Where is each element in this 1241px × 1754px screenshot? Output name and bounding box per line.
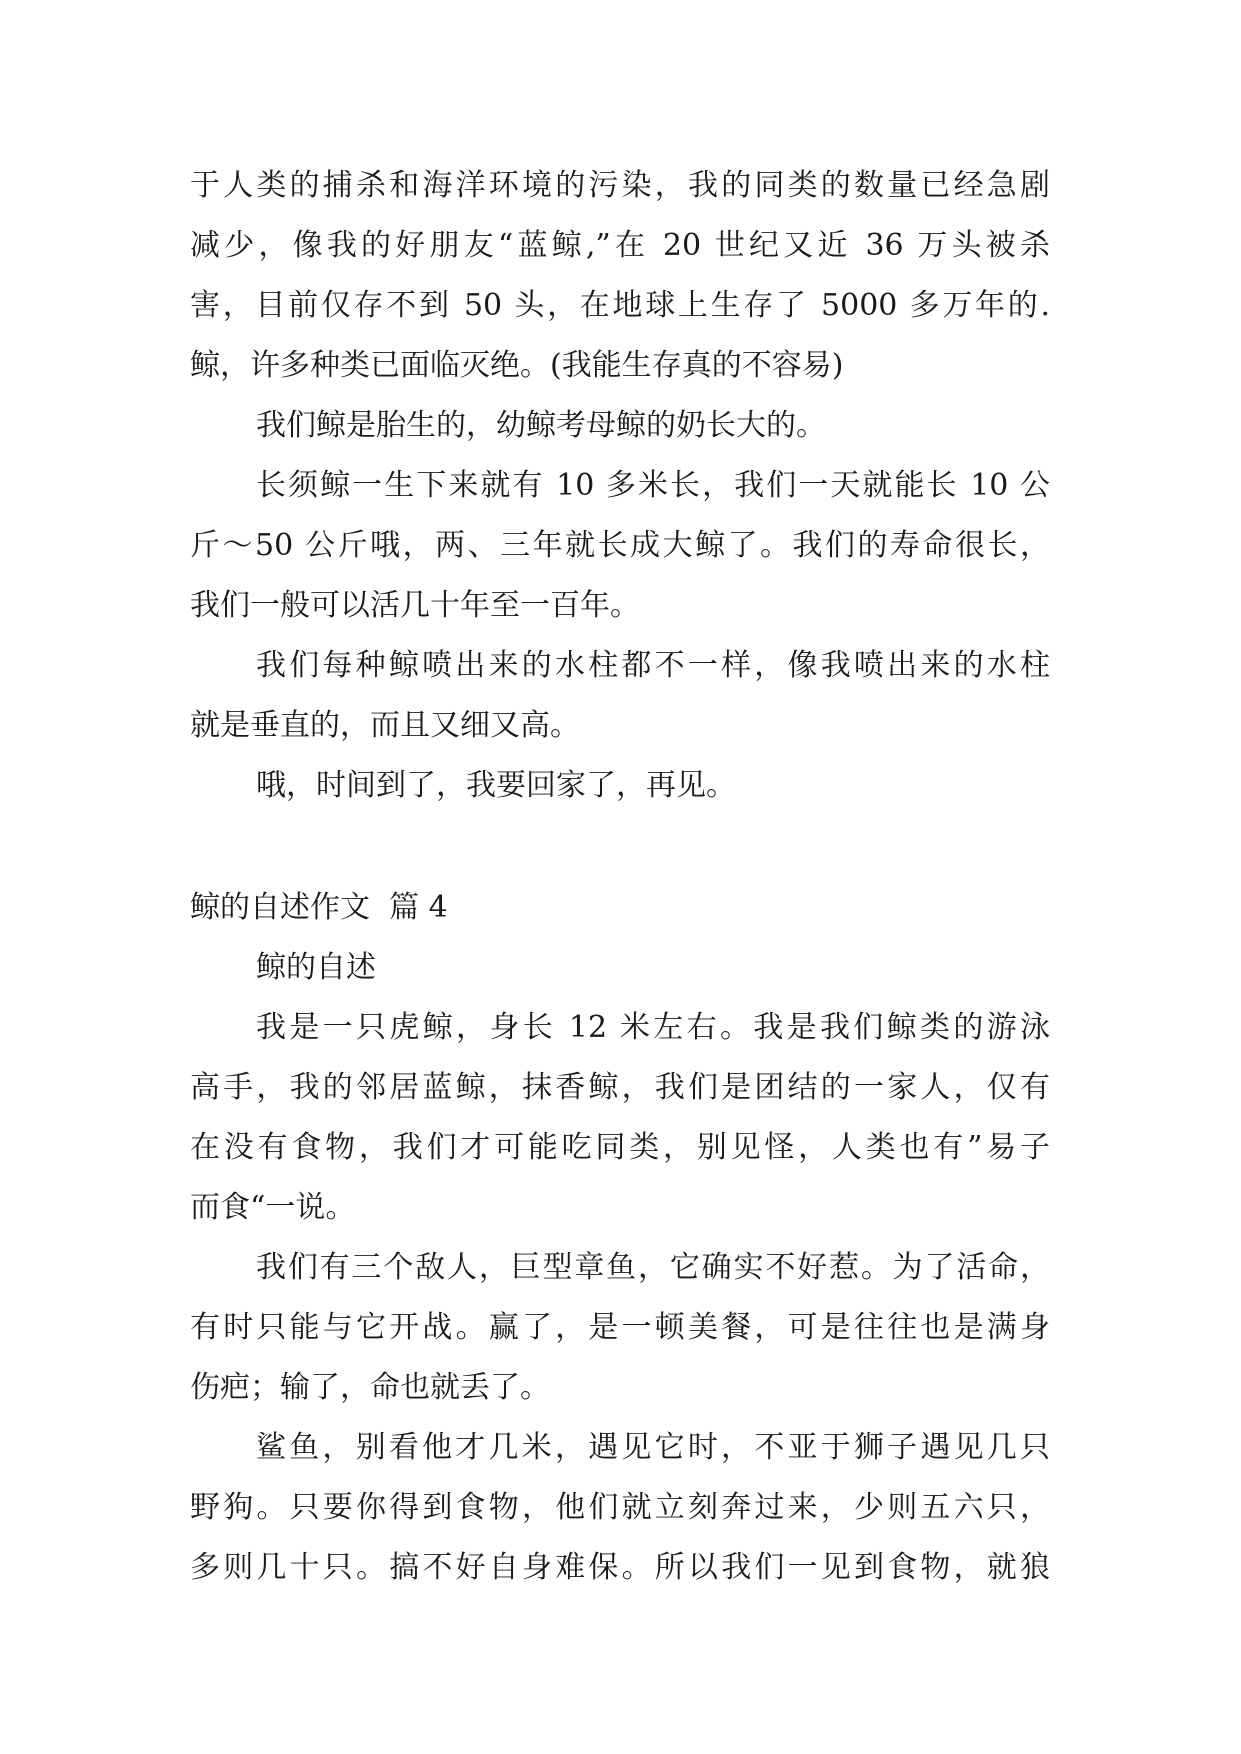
text-line: 鲸，许多种类已面临灭绝。(我能生存真的不容易) <box>190 348 844 383</box>
text-line: 就是垂直的，而且又细又高。 <box>190 708 580 743</box>
text-line: 而食“一说。 <box>190 1190 356 1225</box>
text-line: 鲸的自述 <box>256 950 376 985</box>
text-line: 我是一只虎鲸，身长 12 米左右。我是我们鲸类的游泳 <box>256 1010 1050 1045</box>
section-spacer <box>190 816 1050 878</box>
text-line: 于人类的捕杀和海洋环境的污染，我的同类的数量已经急剧 <box>190 168 1050 203</box>
text-line: 高手，我的邻居蓝鲸，抹香鲸，我们是团结的一家人，仅有 <box>190 1070 1050 1105</box>
paragraph <box>190 756 1050 816</box>
paragraph <box>190 456 1050 636</box>
paragraph <box>190 156 1050 396</box>
text-line: 斤～50 公斤哦，两、三年就长成大鲸了。我们的寿命很长， <box>190 528 1050 563</box>
section-heading: 鲸的自述作文 篇 4 <box>190 890 448 925</box>
text-line: 鲨鱼，别看他才几米，遇见它时，不亚于狮子遇见几只 <box>256 1430 1050 1465</box>
text-line: 我们鲸是胎生的，幼鲸考母鲸的奶长大的。 <box>256 408 826 443</box>
paragraph <box>190 1418 1050 1598</box>
paragraph <box>190 1238 1050 1418</box>
text-line: 有时只能与它开战。赢了，是一顿美餐，可是往往也是满身 <box>190 1310 1050 1345</box>
text-line: 在没有食物，我们才可能吃同类，别见怪，人类也有”易子 <box>190 1130 1050 1165</box>
text-line: 哦，时间到了，我要回家了，再见。 <box>256 768 736 803</box>
paragraph <box>190 636 1050 756</box>
paragraph <box>190 396 1050 456</box>
text-line: 我们有三个敌人，巨型章鱼，它确实不好惹。为了活命， <box>256 1250 1050 1285</box>
text-line: 我们一般可以活几十年至一百年。 <box>190 588 640 623</box>
text-line: 我们每种鲸喷出来的水柱都不一样，像我喷出来的水柱 <box>256 648 1050 683</box>
text-line: 野狗。只要你得到食物，他们就立刻奔过来，少则五六只， <box>190 1490 1050 1525</box>
paragraph <box>190 938 1050 998</box>
text-line: 伤疤；输了，命也就丢了。 <box>190 1370 550 1405</box>
paragraph <box>190 998 1050 1238</box>
document-body <box>190 156 1050 1598</box>
text-line: 减少，像我的好朋友“蓝鲸,”在 20 世纪又近 36 万头被杀 <box>190 228 1050 263</box>
text-line: 多则几十只。搞不好自身难保。所以我们一见到食物，就狼 <box>190 1550 1050 1585</box>
text-line: 害，目前仅存不到 50 头，在地球上生存了 5000 多万年的. <box>190 288 1050 323</box>
text-line: 长须鲸一生下来就有 10 多米长，我们一天就能长 10 公 <box>256 468 1050 503</box>
